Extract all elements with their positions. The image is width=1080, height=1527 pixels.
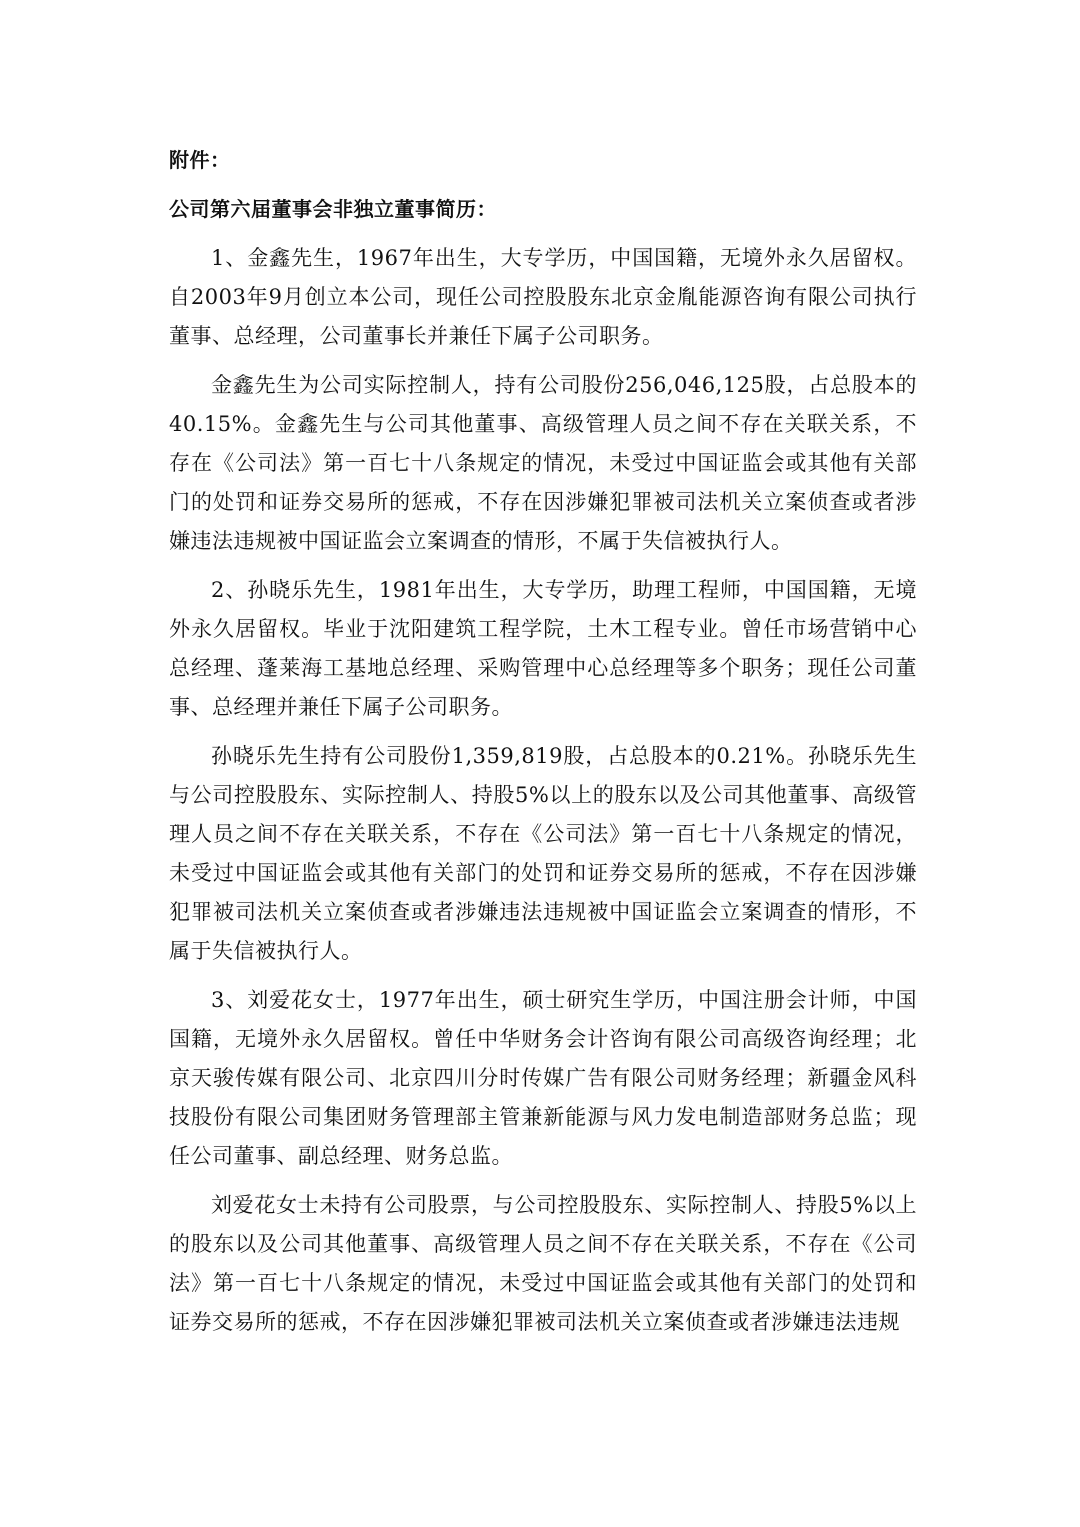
paragraph-shareholding-jin-xin: 金鑫先生为公司实际控制人，持有公司股份256,046,125股，占总股本的40.15%。金鑫先生与公司其他董事、高级管理人员之间不存在关联关系，不存在《公司法》第一百七十八条规定的情况，未受过中国证监会或其他有关部门的处罚和证券交易所的惩戒，不存在因涉嫌犯罪被司法机关立案侦查或者涉嫌违法违规被中国证监会立案调查的情形，不属于失信被执行人。 xyxy=(169,373,917,553)
paragraph-shareholding-liu-aihua: 刘爱花女士未持有公司股票，与公司控股股东、实际控制人、持股5%以上的股东以及公司其他董事、高级管理人员之间不存在关联关系，不存在《公司法》第一百七十八条规定的情况，未受过中国证监会或其他有关部门的处罚和证券交易所的惩戒，不存在因涉嫌犯罪被司法机关立案侦查或者涉嫌违法违规 xyxy=(169,1193,917,1334)
paragraph-bio-liu-aihua: 3、刘爱花女士，1977年出生，硕士研究生学历，中国注册会计师，中国国籍，无境外永久居留权。曾任中华财务会计咨询有限公司高级咨询经理；北京天骏传媒有限公司、北京四川分时传媒广告有限公司财务经理；新疆金风科技股份有限公司集团财务管理部主管兼新能源与风力发电制造部财务总监；现任公司董事、副总经理、财务总监。 xyxy=(169,988,917,1168)
attachment-label: 附件： xyxy=(169,148,231,172)
section-title: 公司第六届董事会非独立董事简历： xyxy=(169,197,497,221)
paragraph-shareholding-sun-xiaole: 孙晓乐先生持有公司股份1,359,819股，占总股本的0.21%。孙晓乐先生与公司控股股东、实际控制人、持股5%以上的股东以及公司其他董事、高级管理人员之间不存在关联关系，不存在《公司法》第一百七十八条规定的情况，未受过中国证监会或其他有关部门的处罚和证券交易所的惩戒，不存在因涉嫌犯罪被司法机关立案侦查或者涉嫌违法违规被中国证监会立案调查的情形，不属于失信被执行人。 xyxy=(169,744,917,963)
paragraph-bio-jin-xin: 1、金鑫先生，1967年出生，大专学历，中国国籍，无境外永久居留权。自2003年9月创立本公司，现任公司控股股东北京金胤能源咨询有限公司执行董事、总经理，公司董事长并兼任下属子公司职务。 xyxy=(169,246,917,348)
document-body xyxy=(169,141,917,1352)
paragraph-bio-sun-xiaole: 2、孙晓乐先生，1981年出生，大专学历，助理工程师，中国国籍，无境外永久居留权。毕业于沈阳建筑工程学院，土木工程专业。曾任市场营销中心总经理、蓬莱海工基地总经理、采购管理中心总经理等多个职务；现任公司董事、总经理并兼任下属子公司职务。 xyxy=(169,578,917,719)
